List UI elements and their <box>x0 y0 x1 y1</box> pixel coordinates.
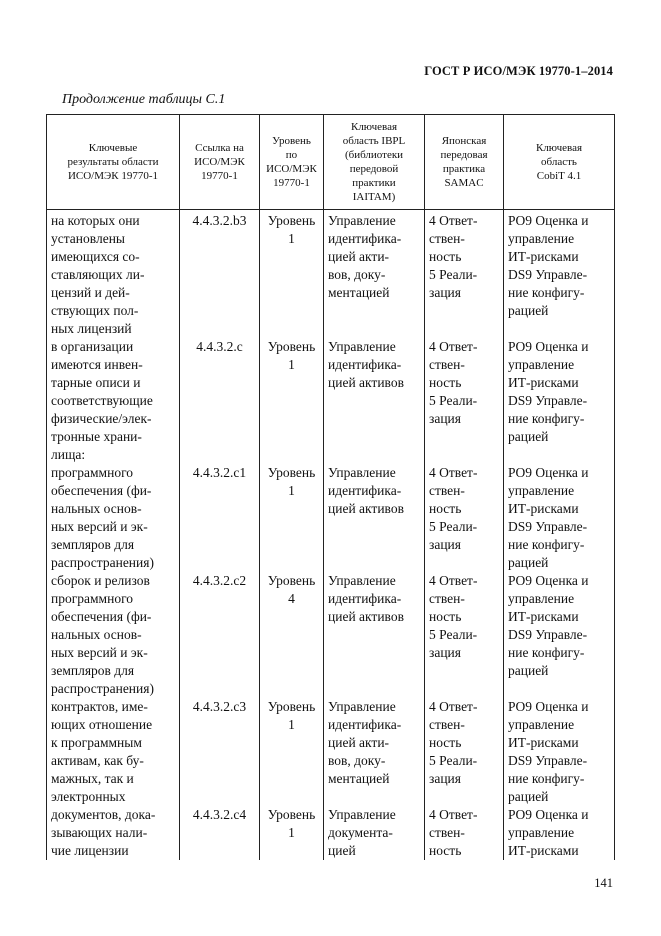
cell-samac: 4 Ответ- ствен- ность <box>425 806 504 860</box>
cell-cobit: PO9 Оценка и управление ИТ-рисками DS9 Управле- ние конфигу- рацией <box>504 698 615 806</box>
column-header-ibpl: Ключевая область IBPL (библиотеки передовой практики IAITAM) <box>324 115 425 210</box>
table-row <box>47 806 615 860</box>
cell-ref: 4.4.3.2.c3 <box>180 698 260 806</box>
cell-level: Уровень 1 <box>260 464 324 572</box>
cell-level: Уровень 1 <box>260 698 324 806</box>
cell-samac: 4 Ответ- ствен- ность 5 Реали- зация <box>425 338 504 464</box>
column-header-reference: Ссылка на ИСО/МЭК 19770-1 <box>180 115 260 210</box>
table-row <box>47 338 615 464</box>
table-row <box>47 210 615 339</box>
table-row <box>47 698 615 806</box>
column-header-key-results: Ключевые результаты области ИСО/МЭК 19770-1 <box>47 115 180 210</box>
table-caption: Продолжение таблицы С.1 <box>62 92 226 107</box>
cell-ref: 4.4.3.2.c2 <box>180 572 260 698</box>
cell-ibpl: Управление документа- цией <box>324 806 425 860</box>
cell-result: на которых они установлены имеющихся со- ставляющих ли- цензий и дей- ствующих пол- ных лицензий <box>47 210 180 339</box>
cell-result: контрактов, име- ющих отношение к программным активам, как бу- мажных, так и электронных <box>47 698 180 806</box>
column-header-cobit: Ключевая область CobiT 4.1 <box>504 115 615 210</box>
cell-result: в организации имеются инвен- тарные описи и соответствующие физические/элек- тронные храни- лища: <box>47 338 180 464</box>
column-header-level: Уровень по ИСО/МЭК 19770-1 <box>260 115 324 210</box>
cell-cobit: PO9 Оценка и управление ИТ-рисками <box>504 806 615 860</box>
table-header-row <box>47 115 615 210</box>
cell-level: Уровень 1 <box>260 338 324 464</box>
cell-ibpl: Управление идентифика- цией акти- вов, доку- ментацией <box>324 210 425 339</box>
cell-ibpl: Управление идентифика- цией активов <box>324 464 425 572</box>
page-number: 141 <box>594 876 613 890</box>
cell-samac: 4 Ответ- ствен- ность 5 Реали- зация <box>425 210 504 339</box>
cell-level: Уровень 1 <box>260 210 324 339</box>
cell-level: Уровень 1 <box>260 806 324 860</box>
standards-mapping-table <box>46 114 615 860</box>
cell-level: Уровень 4 <box>260 572 324 698</box>
cell-ref: 4.4.3.2.c <box>180 338 260 464</box>
column-header-samac: Японская передовая практика SAMAC <box>425 115 504 210</box>
cell-ref: 4.4.3.2.c1 <box>180 464 260 572</box>
cell-ibpl: Управление идентифика- цией акти- вов, доку- ментацией <box>324 698 425 806</box>
cell-samac: 4 Ответ- ствен- ность 5 Реали- зация <box>425 572 504 698</box>
cell-cobit: PO9 Оценка и управление ИТ-рисками DS9 Управле- ние конфигу- рацией <box>504 572 615 698</box>
cell-ibpl: Управление идентифика- цией активов <box>324 572 425 698</box>
cell-result: программного обеспечения (фи- нальных основ- ных версий и эк- земпляров для распространения) <box>47 464 180 572</box>
table-body <box>47 210 615 861</box>
cell-ref: 4.4.3.2.b3 <box>180 210 260 339</box>
cell-samac: 4 Ответ- ствен- ность 5 Реали- зация <box>425 464 504 572</box>
table-row <box>47 464 615 572</box>
document-header: ГОСТ Р ИСО/МЭК 19770-1–2014 <box>424 64 613 78</box>
table-row <box>47 572 615 698</box>
cell-cobit: PO9 Оценка и управление ИТ-рисками DS9 Управле- ние конфигу- рацией <box>504 338 615 464</box>
cell-ibpl: Управление идентифика- цией активов <box>324 338 425 464</box>
cell-result: сборок и релизов программного обеспечения (фи- нальных основ- ных версий и эк- земпляров для распространения) <box>47 572 180 698</box>
cell-cobit: PO9 Оценка и управление ИТ-рисками DS9 Управле- ние конфигу- рацией <box>504 210 615 339</box>
cell-result: документов, дока- зывающих нали- чие лицензии <box>47 806 180 860</box>
cell-ref: 4.4.3.2.c4 <box>180 806 260 860</box>
cell-samac: 4 Ответ- ствен- ность 5 Реали- зация <box>425 698 504 806</box>
cell-cobit: PO9 Оценка и управление ИТ-рисками DS9 Управле- ние конфигу- рацией <box>504 464 615 572</box>
